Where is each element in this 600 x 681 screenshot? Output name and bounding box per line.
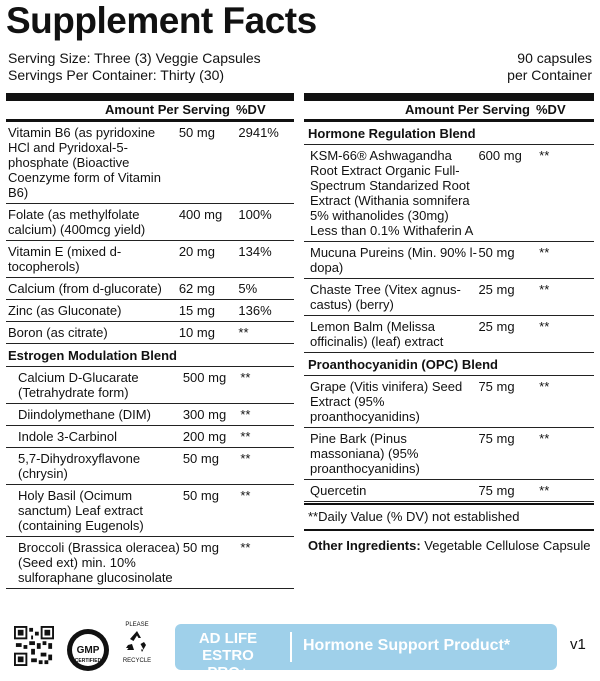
- dv-header: %DV: [236, 102, 266, 117]
- ingredient-dv: 100%: [238, 207, 272, 222]
- facts-row: [6, 204, 294, 241]
- label-footer: [0, 618, 600, 681]
- ingredient-dv: 5%: [238, 281, 258, 296]
- recycle-badge: [120, 622, 154, 665]
- ingredient-amount: 10 mg: [178, 325, 215, 340]
- other-ingredients-value: Vegetable Cellulose Capsule: [420, 538, 591, 553]
- amount-header: Amount Per Serving: [405, 102, 530, 117]
- page-title: Supplement Facts: [6, 0, 317, 41]
- brand-name: [183, 630, 273, 681]
- gmp-top-text: GMP: [76, 645, 100, 656]
- ingredient-name: Pine Bark (Pinus massoniana) (95% proanthocyanidins): [310, 431, 420, 476]
- ingredient-name: Vitamin E (mixed d-tocopherols): [8, 244, 122, 274]
- dv-footnote: **Daily Value (% DV) not established: [304, 503, 594, 531]
- facts-row: [304, 279, 594, 316]
- ingredient-amount: 50 mg: [178, 125, 215, 140]
- left-facts-column: [6, 101, 294, 589]
- dv-header: %DV: [536, 102, 566, 117]
- ingredient-name: Chaste Tree (Vitex agnus-castus) (berry): [310, 282, 461, 312]
- ingredient-name: Vitamin B6 (as pyridoxine HCl and Pyridoxal-5-phosphate (Bioactive Coenzyme form of Vitamin B6): [8, 125, 161, 200]
- opc-blend-rows: [304, 376, 594, 502]
- other-ingredients: [304, 531, 594, 553]
- facts-row: [6, 404, 294, 426]
- ingredient-dv: **: [539, 245, 550, 260]
- ingredient-dv: **: [539, 148, 550, 163]
- facts-row: [6, 322, 294, 344]
- ingredient-amount: 50 mg: [182, 488, 219, 503]
- recycle-icon: [124, 629, 150, 653]
- ingredient-dv: **: [539, 483, 550, 498]
- facts-row: [6, 367, 294, 404]
- ingredient-dv: **: [240, 451, 251, 466]
- ingredient-amount: 400 mg: [178, 207, 223, 222]
- brand-banner: [175, 624, 557, 681]
- ingredient-name: Calcium D-Glucarate (Tetrahydrate form): [18, 370, 139, 400]
- opc-blend-title: Proanthocyanidin (OPC) Blend: [304, 353, 594, 376]
- ingredient-name: Broccoli (Brassica oleracea) (Seed ext) min. 10% sulforaphane glucosinolate: [18, 540, 180, 585]
- facts-row: [6, 278, 294, 300]
- ingredient-amount: 200 mg: [182, 429, 227, 444]
- brand-line2: ESTRO PRO+: [202, 647, 254, 681]
- ingredient-dv: **: [240, 540, 251, 555]
- left-column-header: [6, 101, 294, 122]
- right-column-header: [304, 101, 594, 122]
- ingredient-name: Diindolymethane (DIM): [18, 407, 151, 422]
- product-type: Hormone Support Product*: [303, 637, 511, 654]
- ingredient-name: KSM-66® Ashwagandha Root Extract Organic Full-Spectrum Standarized Root Extract (Withania somnifera 5% withanolides (30mg) Less than 0.1% Withaferin A: [310, 148, 474, 238]
- left-top-rule: [6, 93, 294, 101]
- version-label: v1: [570, 636, 586, 653]
- ingredient-amount: 50 mg: [182, 540, 219, 555]
- ingredient-dv: **: [238, 325, 249, 340]
- ingredient-amount: 75 mg: [478, 431, 515, 446]
- qr-code-icon: [14, 626, 54, 666]
- brand-line1: AD LIFE: [198, 630, 258, 647]
- ingredient-dv: **: [539, 379, 550, 394]
- facts-row: [6, 485, 294, 537]
- facts-row: [304, 480, 594, 502]
- ingredient-amount: 75 mg: [478, 379, 515, 394]
- ingredient-name: Holy Basil (Ocimum sanctum) Leaf extract (containing Eugenols): [18, 488, 144, 533]
- capsule-count: [507, 50, 592, 84]
- ingredient-amount: 75 mg: [478, 483, 515, 498]
- recycle-bottom-text: RECYCLE: [122, 658, 152, 664]
- capsule-count-line2: per Container: [507, 67, 592, 83]
- ingredient-amount: 62 mg: [178, 281, 215, 296]
- ingredient-name: Folate (as methylfolate calcium) (400mcg yield): [8, 207, 146, 237]
- ingredient-amount: 600 mg: [478, 148, 522, 163]
- ingredient-dv: **: [240, 370, 251, 385]
- facts-row: [304, 428, 594, 480]
- ingredient-name: Boron (as citrate): [8, 325, 108, 340]
- ingredient-amount: 50 mg: [182, 451, 219, 466]
- hormone-blend-title: Hormone Regulation Blend: [304, 122, 594, 145]
- ingredient-amount: 25 mg: [478, 282, 515, 297]
- facts-row: [304, 316, 594, 353]
- amount-header: Amount Per Serving: [105, 102, 230, 117]
- servings-per-container: Servings Per Container: Thirty (30): [8, 67, 225, 83]
- ingredient-amount: 500 mg: [182, 370, 227, 385]
- ingredient-name: Quercetin: [310, 483, 367, 498]
- facts-row: [6, 122, 294, 204]
- ingredient-amount: 50 mg: [478, 245, 515, 260]
- gmp-bottom-text: CERTIFIED: [74, 658, 102, 664]
- banner-divider: [290, 632, 292, 662]
- ingredient-name: Mucuna Pureins (Min. 90% l-dopa): [310, 245, 477, 275]
- serving-size: Serving Size: Three (3) Veggie Capsules: [8, 50, 261, 66]
- estrogen-blend-rows: [6, 367, 294, 589]
- ingredient-dv: 2941%: [238, 125, 279, 140]
- ingredient-dv: **: [539, 282, 550, 297]
- ingredient-amount: 25 mg: [478, 319, 515, 334]
- ingredient-dv: **: [539, 319, 550, 334]
- right-top-rule: [304, 93, 594, 101]
- right-facts-column: [304, 101, 594, 553]
- facts-row: [6, 300, 294, 322]
- ingredient-dv: **: [240, 407, 251, 422]
- facts-row: [6, 426, 294, 448]
- ingredient-name: Lemon Balm (Melissa officinalis) (leaf) extract: [310, 319, 444, 349]
- facts-row: [304, 242, 594, 279]
- ingredient-name: Calcium (from d-glucorate): [8, 281, 162, 296]
- facts-row: [6, 537, 294, 589]
- ingredient-dv: 134%: [238, 244, 272, 259]
- other-ingredients-label: Other Ingredients:: [308, 538, 421, 553]
- ingredient-amount: 15 mg: [178, 303, 215, 318]
- ingredient-amount: 300 mg: [182, 407, 227, 422]
- hormone-blend-rows: [304, 145, 594, 353]
- serving-info: [8, 50, 261, 84]
- ingredient-name: 5,7-Dihydroxyflavone (chrysin): [18, 451, 141, 481]
- capsule-count-line1: 90 capsules: [517, 50, 592, 66]
- recycle-top-text: PLEASE: [125, 622, 149, 628]
- ingredient-dv: **: [539, 431, 550, 446]
- nutrient-rows: [6, 122, 294, 344]
- facts-row: [304, 376, 594, 428]
- ingredient-amount: 20 mg: [178, 244, 215, 259]
- estrogen-blend-title: Estrogen Modulation Blend: [6, 344, 294, 367]
- ingredient-name: Indole 3-Carbinol: [18, 429, 118, 444]
- ingredient-dv: 136%: [238, 303, 272, 318]
- gmp-certified-icon: [66, 628, 110, 672]
- ingredient-name: Zinc (as Gluconate): [8, 303, 122, 318]
- ingredient-dv: **: [240, 429, 251, 444]
- facts-row: [6, 448, 294, 485]
- ingredient-name: Grape (Vitis vinifera) Seed Extract (95% proanthocyanidins): [310, 379, 463, 424]
- ingredient-dv: **: [240, 488, 251, 503]
- facts-row: [304, 145, 594, 242]
- facts-row: [6, 241, 294, 278]
